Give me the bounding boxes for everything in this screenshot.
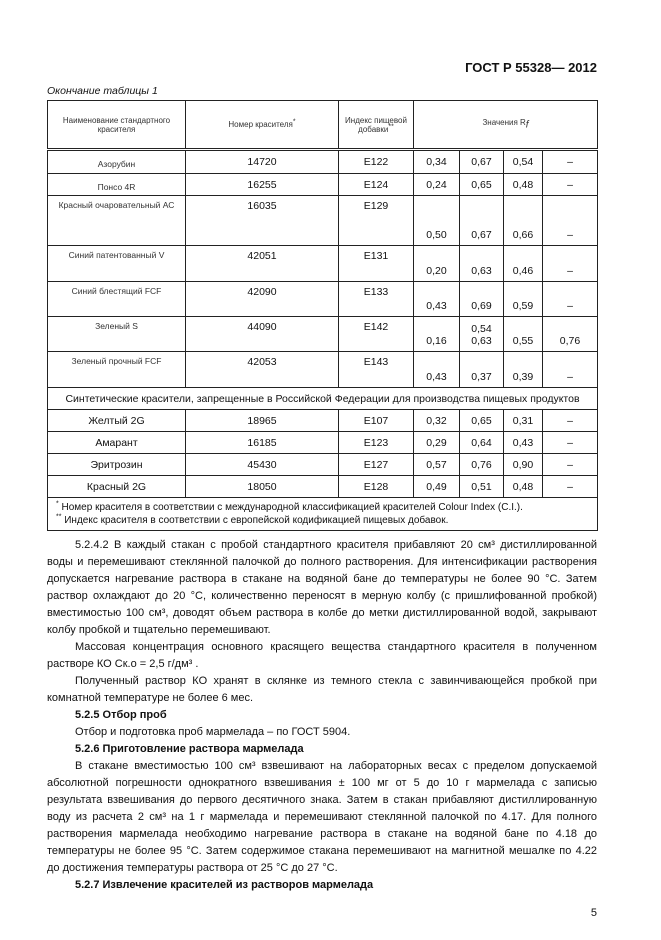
- cell-rf-value: 0,37: [460, 352, 504, 388]
- cell-index: E142: [339, 317, 414, 352]
- table-row: [48, 476, 598, 498]
- cell-rf-value: 0,24: [414, 174, 460, 196]
- cell-rf-value: –: [543, 476, 598, 498]
- table-caption: Окончание таблицы 1: [47, 85, 158, 97]
- cell-rf-value: –: [543, 352, 598, 388]
- cell-rf-value: 0,48: [504, 476, 543, 498]
- cell-rf-value: 0,76: [460, 454, 504, 476]
- cell-rf-value: –: [543, 410, 598, 432]
- cell-index: E143: [339, 352, 414, 388]
- section-heading: 5.2.7 Извлечение красителей из растворов мармелада: [75, 879, 374, 891]
- cell-rf-value: 0,20: [414, 246, 460, 282]
- cell-rf-value: 0,50: [414, 196, 460, 246]
- paragraph: 5.2.4.2 В каждый стакан с пробой стандартного красителя прибавляют 20 см³ дистиллированной воды и перемешивают стеклянной палочкой до полного растворения. Для интенсификации растворения допускается нагревание раствора в стакане на водяной бане до температуры не более 90 °С. Затем раствор охлаждают до 20 °С, количественно переносят в мерную колбу (с пришлифованной пробкой) вместимостью 100 см³, доводят объем раствора в колбе до метки дистиллированной водой, закрывают колбу пробкой и тщательно перемешивают.: [47, 539, 597, 636]
- cell-rf-value: 0,34: [414, 150, 460, 174]
- cell-name: Зеленый S: [48, 317, 186, 352]
- cell-rf-value: 0,32: [414, 410, 460, 432]
- cell-name: Красный 2G: [48, 476, 186, 498]
- cell-rf-value: 0,66: [504, 196, 543, 246]
- table-row: [48, 174, 598, 196]
- cell-name: Желтый 2G: [48, 410, 186, 432]
- section-heading: 5.2.5 Отбор проб: [75, 709, 167, 721]
- cell-index: E128: [339, 476, 414, 498]
- cell-number: 42090: [186, 282, 339, 317]
- footnote: ** Индекс красителя в соответствии с европейской кодификацией пищевых добавок.: [56, 513, 449, 526]
- section-label: Синтетические красители, запрещенные в Российской Федерации для производства пищевых продуктов: [48, 388, 598, 410]
- cell-rf-value: 0,29: [414, 432, 460, 454]
- col-index: Индекс пищевой добавки**: [339, 101, 414, 150]
- paragraph: Массовая концентрация основного красящего вещества стандартного красителя в полученном растворе КО Cк.о = 2,5 г/дм³ .: [47, 641, 597, 670]
- cell-number: 45430: [186, 454, 339, 476]
- cell-number: 42053: [186, 352, 339, 388]
- cell-number: 16255: [186, 174, 339, 196]
- cell-index: E133: [339, 282, 414, 317]
- cell-rf-value: 0,49: [414, 476, 460, 498]
- col-rf: Значения $R_f$: [414, 101, 598, 150]
- section-row: [48, 388, 598, 410]
- cell-rf-value: –: [543, 174, 598, 196]
- cell-name: Синий блестящий FCF: [48, 282, 186, 317]
- cell-number: 14720: [186, 150, 339, 174]
- cell-number: 16035: [186, 196, 339, 246]
- cell-rf-value: 0,76: [543, 317, 598, 352]
- cell-number: 18965: [186, 410, 339, 432]
- body-text: [47, 537, 597, 894]
- cell-rf-value: –: [543, 196, 598, 246]
- cell-rf-value: 0,51: [460, 476, 504, 498]
- cell-index: E127: [339, 454, 414, 476]
- cell-rf-value: 0,65: [460, 410, 504, 432]
- paragraph: Отбор и подготовка проб мармелада – по ГОСТ 5904.: [75, 726, 351, 738]
- cell-name: Амарант: [48, 432, 186, 454]
- cell-name: Красный очаровательный АС: [48, 196, 186, 246]
- cell-index: E129: [339, 196, 414, 246]
- table-row: [48, 150, 598, 174]
- cell-rf-value: 0,46: [504, 246, 543, 282]
- table-row: [48, 196, 598, 246]
- cell-rf-value: 0,31: [504, 410, 543, 432]
- cell-rf-value: 0,39: [504, 352, 543, 388]
- table-row: [48, 282, 598, 317]
- cell-rf-value: 0,55: [504, 317, 543, 352]
- cell-rf-value: 0,64: [460, 432, 504, 454]
- cell-rf-value: 0,67: [460, 150, 504, 174]
- cell-name: Понсо 4R: [48, 174, 186, 196]
- cell-rf-value: –: [543, 432, 598, 454]
- cell-number: 16185: [186, 432, 339, 454]
- table-row: [48, 454, 598, 476]
- cell-number: 42051: [186, 246, 339, 282]
- table-row: [48, 352, 598, 388]
- cell-rf-value: 0,63: [460, 246, 504, 282]
- cell-rf-value: 0,57: [414, 454, 460, 476]
- cell-rf-value: 0,48: [504, 174, 543, 196]
- table-row: [48, 246, 598, 282]
- table-row: [48, 432, 598, 454]
- cell-rf-value: 0,59: [504, 282, 543, 317]
- paragraph: В стакане вместимостью 100 см³ взвешивают на лабораторных весах с пределом допускаемой абсолютной погрешности однократного взвешивания ± 100 мг от 5 до 10 г мармелада с записью результата взвешивания до первого десятичного знака. Затем в стакан прибавляют дистиллированную воду из расчета 2 см³ на 1 г мармелада и перемешивают стеклянной палочкой по 4.17. Для полного растворения мармелада необходимо нагревание раствора в стакане на водяной бане по 4.18 до температуры не более 95 °С. Затем содержимое стакана перемешивают на магнитной мешалке по 4.22 до достижения температуры раствора от 25 °С до 27 °С.: [47, 760, 597, 874]
- cell-index: E122: [339, 150, 414, 174]
- cell-rf-value: 0,54 0,63: [460, 317, 504, 352]
- cell-rf-value: 0,54: [504, 150, 543, 174]
- cell-rf-value: 0,43: [414, 282, 460, 317]
- footnotes-row: [48, 498, 598, 531]
- cell-rf-value: –: [543, 246, 598, 282]
- cell-name: Азорубин: [48, 150, 186, 174]
- page-number: 5: [590, 907, 597, 919]
- section-heading: 5.2.6 Приготовление раствора мармелада: [75, 743, 304, 755]
- cell-rf-value: 0,43: [504, 432, 543, 454]
- cell-rf-value: 0,67: [460, 196, 504, 246]
- cell-index: E124: [339, 174, 414, 196]
- cell-rf-value: –: [543, 282, 598, 317]
- dye-table: [47, 100, 598, 531]
- cell-rf-value: 0,43: [414, 352, 460, 388]
- cell-name: Синий патентованный V: [48, 246, 186, 282]
- cell-index: E123: [339, 432, 414, 454]
- paragraph: Полученный раствор КО хранят в склянке из темного стекла с завинчивающейся пробкой при комнатной температуре не более 6 мес.: [47, 675, 597, 704]
- document-header: ГОСТ Р 55328— 2012: [465, 60, 597, 75]
- col-name: Наименование стандартного красителя: [48, 101, 186, 150]
- cell-index: E131: [339, 246, 414, 282]
- cell-rf-value: –: [543, 150, 598, 174]
- cell-rf-value: 0,16: [414, 317, 460, 352]
- table-row: [48, 317, 598, 352]
- cell-name: Эритрозин: [48, 454, 186, 476]
- table-row: [48, 410, 598, 432]
- cell-number: 18050: [186, 476, 339, 498]
- col-number: Номер красителя*: [186, 101, 339, 150]
- cell-rf-value: 0,69: [460, 282, 504, 317]
- cell-rf-value: 0,90: [504, 454, 543, 476]
- table-header-row: [48, 101, 598, 150]
- footnote: * Номер красителя в соответствии с международной классификацией красителей Colour Index (C.I.).: [56, 500, 523, 513]
- cell-rf-value: –: [543, 454, 598, 476]
- cell-number: 44090: [186, 317, 339, 352]
- cell-index: E107: [339, 410, 414, 432]
- cell-rf-value: 0,65: [460, 174, 504, 196]
- cell-name: Зеленый прочный FCF: [48, 352, 186, 388]
